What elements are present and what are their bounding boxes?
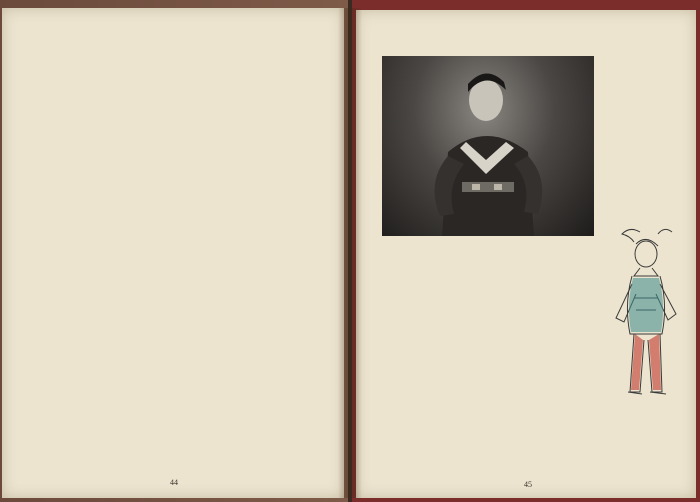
right-page-body-text — [384, 258, 598, 472]
costume-sketch-drawing — [600, 224, 690, 408]
page-right — [356, 10, 696, 498]
page-number-right: 45 — [524, 480, 532, 489]
stage-photo — [382, 56, 594, 236]
page-number-left: 44 — [170, 478, 178, 487]
actor-photo-image — [382, 56, 594, 236]
costume-sketch — [600, 224, 690, 408]
page-left — [2, 8, 344, 498]
left-page-body-text — [18, 34, 332, 474]
photo-caption — [604, 150, 684, 154]
